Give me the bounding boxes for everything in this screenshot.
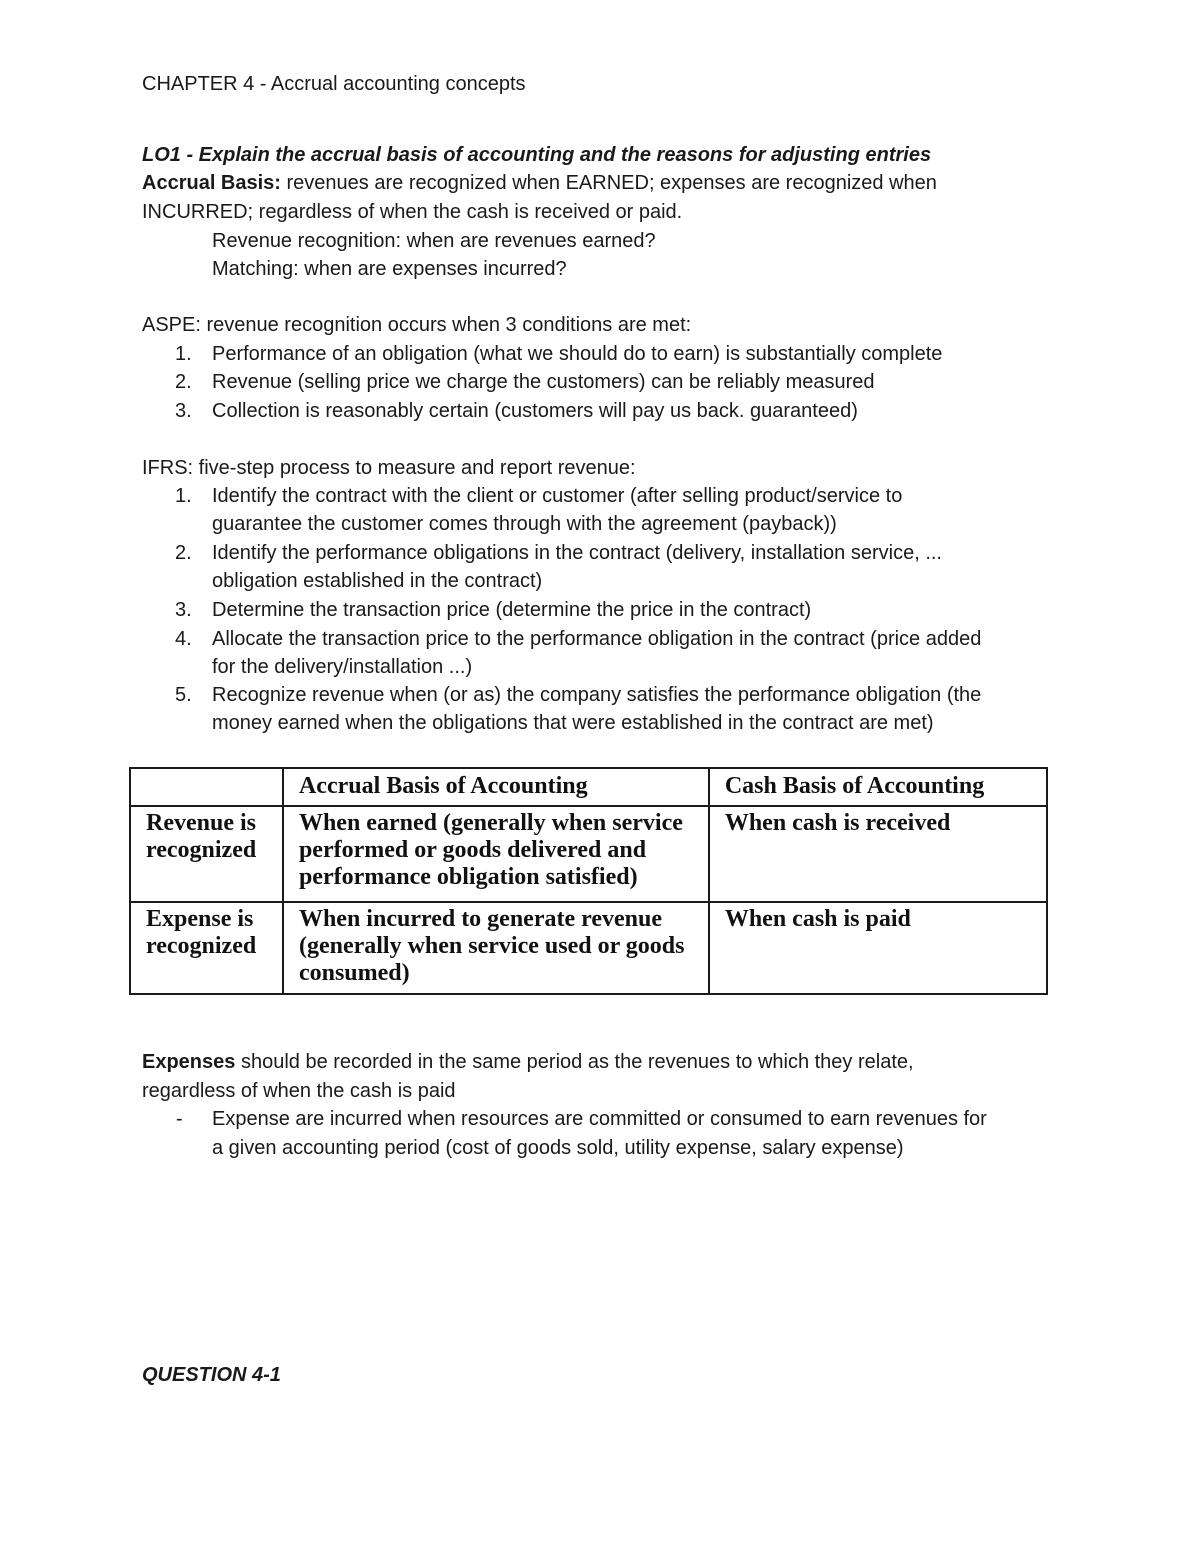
ifrs-item-text: obligation established in the contract) bbox=[212, 570, 543, 592]
ifrs-item-text: for the delivery/installation ...) bbox=[212, 656, 473, 678]
table-cell: When cash is received bbox=[709, 806, 1047, 902]
table-row bbox=[130, 902, 1047, 994]
ifrs-item-number: 3. bbox=[175, 599, 192, 621]
table-cell: When earned (generally when service performed or goods delivered and performance obligation satisfied) bbox=[283, 806, 709, 902]
lo1-heading: LO1 - Explain the accrual basis of accounting and the reasons for adjusting entries bbox=[142, 144, 932, 166]
table-header-cell: Cash Basis of Accounting bbox=[709, 768, 1047, 806]
accrual-basis-text-line1: revenues are recognized when EARNED; expenses are recognized when bbox=[280, 172, 937, 194]
ifrs-item-text: Identify the performance obligations in the contract (delivery, installation service, ... bbox=[212, 542, 942, 564]
ifrs-item-text: Determine the transaction price (determine the price in the contract) bbox=[212, 599, 812, 621]
aspe-item-text: Collection is reasonably certain (customers will pay us back. guaranteed) bbox=[212, 400, 858, 422]
expenses-text-line1: should be recorded in the same period as the revenues to which they relate, bbox=[235, 1051, 914, 1073]
aspe-item-number: 3. bbox=[175, 400, 192, 422]
accrual-basis-text-line2: INCURRED; regardless of when the cash is received or paid. bbox=[142, 201, 683, 223]
accrual-vs-cash-table bbox=[129, 767, 1048, 995]
accrual-basis-paragraph-line1 bbox=[142, 169, 937, 197]
ifrs-item-number: 2. bbox=[175, 542, 192, 564]
ifrs-item-text: Allocate the transaction price to the performance obligation in the contract (price added bbox=[212, 628, 982, 650]
aspe-item-number: 2. bbox=[175, 371, 192, 393]
expenses-bullet-text: Expense are incurred when resources are committed or consumed to earn revenues for bbox=[212, 1108, 987, 1130]
ifrs-item-text: Recognize revenue when (or as) the company satisfies the performance obligation (the bbox=[212, 684, 982, 706]
table-header-row bbox=[130, 768, 1047, 806]
ifrs-intro: IFRS: five-step process to measure and report revenue: bbox=[142, 457, 636, 479]
table-header-cell: Accrual Basis of Accounting bbox=[283, 768, 709, 806]
table-header-cell bbox=[130, 768, 283, 806]
ifrs-item-number: 1. bbox=[175, 485, 192, 507]
aspe-item-text: Performance of an obligation (what we should do to earn) is substantially complete bbox=[212, 343, 943, 365]
table-cell: Expense is recognized bbox=[130, 902, 283, 994]
matching-question: Matching: when are expenses incurred? bbox=[212, 258, 567, 280]
expenses-paragraph-line1 bbox=[142, 1048, 914, 1076]
question-heading: QUESTION 4-1 bbox=[142, 1364, 281, 1386]
ifrs-item-number: 4. bbox=[175, 628, 192, 650]
aspe-item-number: 1. bbox=[175, 343, 192, 365]
ifrs-item-text: Identify the contract with the client or customer (after selling product/service to bbox=[212, 485, 903, 507]
table-row bbox=[130, 806, 1047, 902]
revenue-recognition-question: Revenue recognition: when are revenues earned? bbox=[212, 230, 656, 252]
aspe-intro: ASPE: revenue recognition occurs when 3 conditions are met: bbox=[142, 314, 692, 336]
table-cell: When cash is paid bbox=[709, 902, 1047, 994]
bullet-dash: - bbox=[176, 1108, 183, 1130]
ifrs-item-text: guarantee the customer comes through with the agreement (payback)) bbox=[212, 513, 837, 535]
expenses-label: Expenses bbox=[142, 1051, 236, 1073]
table-cell: Revenue is recognized bbox=[130, 806, 283, 902]
ifrs-item-number: 5. bbox=[175, 684, 192, 706]
table-cell: When incurred to generate revenue (generally when service used or goods consumed) bbox=[283, 902, 709, 994]
expenses-text-line2: regardless of when the cash is paid bbox=[142, 1080, 456, 1102]
ifrs-item-text: money earned when the obligations that were established in the contract are met) bbox=[212, 712, 934, 734]
accrual-basis-label: Accrual Basis: bbox=[142, 172, 281, 194]
aspe-item-text: Revenue (selling price we charge the customers) can be reliably measured bbox=[212, 371, 875, 393]
expenses-bullet-text: a given accounting period (cost of goods sold, utility expense, salary expense) bbox=[212, 1137, 904, 1159]
chapter-title: CHAPTER 4 - Accrual accounting concepts bbox=[142, 73, 526, 95]
